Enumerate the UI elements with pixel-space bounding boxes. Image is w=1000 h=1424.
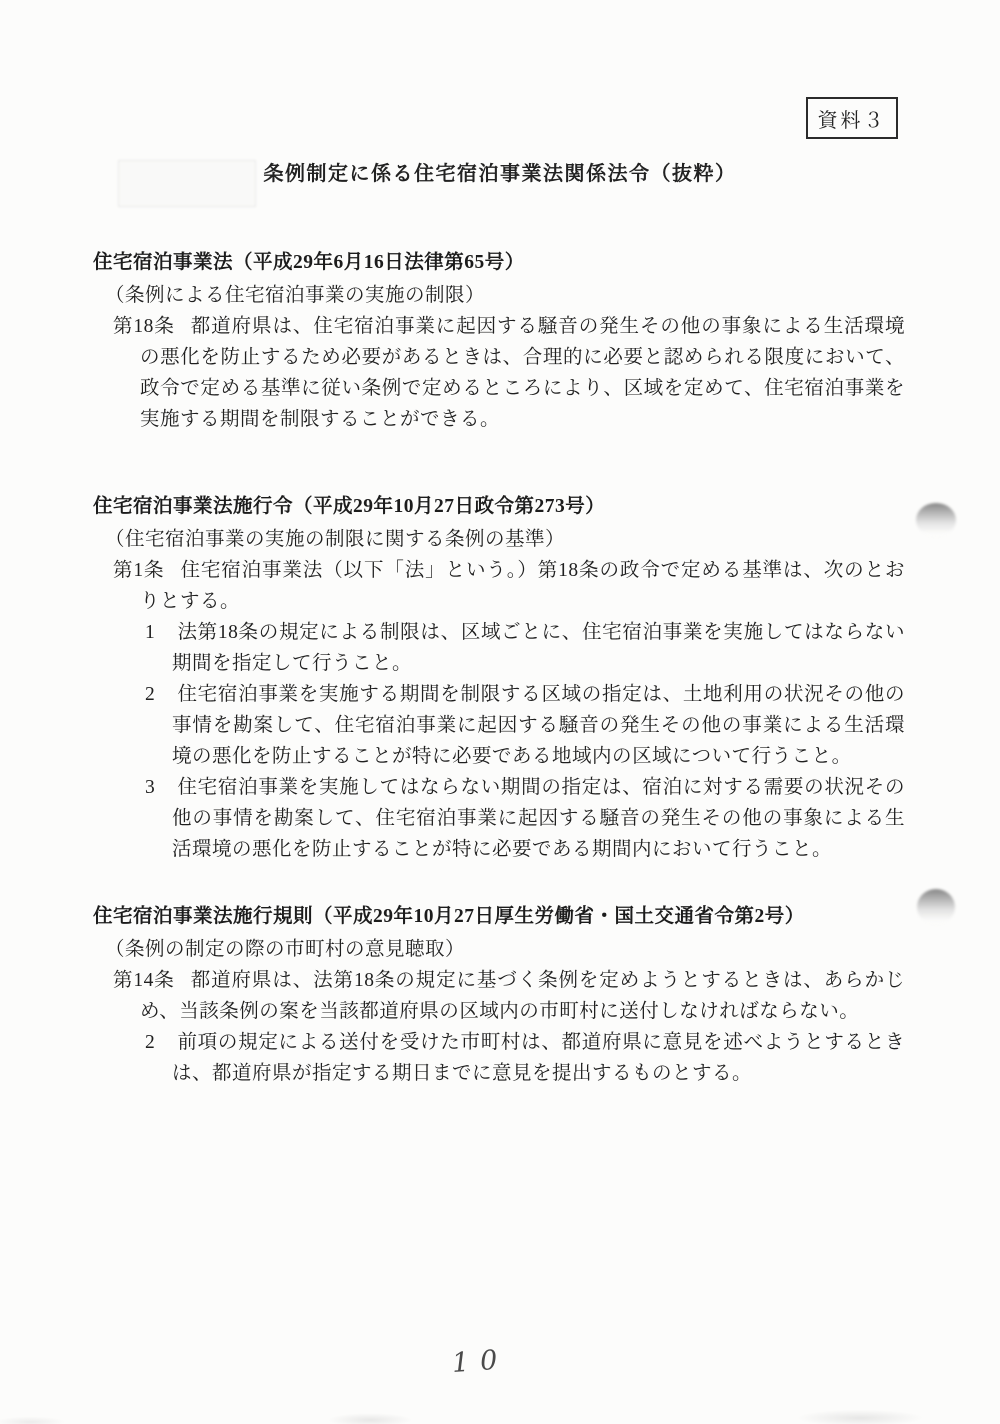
law-heading: 住宅宿泊事業法（平成29年6月16日法律第65号） (93, 252, 525, 273)
item-text: 住宅宿泊事業を実施してはならない期間の指定は、宿泊に対する需要の状況その他の事情を勘案して、住宅宿泊事業に起因する騒音の発生その他の事象による生活環境の悪化を防止することが特に必要である期間内において行うこと。 (172, 777, 905, 860)
punch-hole-shadow-top (916, 503, 956, 537)
law-subheading: （条例の制定の際の市町村の意見聴取） (105, 939, 466, 960)
document-reference-box (806, 97, 898, 139)
item-number: 1 (145, 622, 156, 643)
article-text: 都道府県は、法第18条の規定に基づく条例を定めようとするときは、あらかじめ、当該条例の案を当該都道府県の区域内の市町村に送付しなければならない。 (140, 970, 905, 1022)
law-heading: 住宅宿泊事業法施行規則（平成29年10月27日厚生労働省・国土交通省令第2号） (93, 906, 805, 927)
article-label: 第14条 (113, 970, 175, 991)
article-1 (93, 555, 905, 617)
item-text: 前項の規定による送付を受けた市町村は、都道府県に意見を述べようとするときは、都道府県が指定する期日までに意見を提出するものとする。 (172, 1032, 905, 1084)
document-reference-label: 資料３ (817, 109, 887, 132)
article-1-item-3 (93, 772, 905, 865)
article-label: 第1条 (113, 560, 165, 581)
article-text: 都道府県は、住宅宿泊事業に起因する騒音の発生その他の事象による生活環境の悪化を防止するため必要があるときは、合理的に必要と認められる限度において、政令で定める基準に従い条例で定めるところにより、区域を定めて、住宅宿泊事業を実施する期間を制限することができる。 (140, 316, 905, 430)
article-14 (93, 965, 905, 1027)
law-heading: 住宅宿泊事業法施行令（平成29年10月27日政令第273号） (93, 496, 606, 517)
article-label: 第18条 (113, 316, 175, 337)
item-number: 3 (145, 777, 156, 798)
section-juutaku-shukuhaku-jigyouhou (93, 247, 905, 435)
article-18 (93, 311, 905, 435)
article-1-item-1 (93, 617, 905, 679)
scan-smudge-band (0, 1402, 1000, 1424)
section-shikou-kisoku (93, 901, 905, 1089)
item-number: 2 (145, 684, 156, 705)
item-text: 住宅宿泊事業を実施する期間を制限する区域の指定は、土地利用の状況その他の事情を勘案して、住宅宿泊事業に起因する騒音の発生その他の事業による生活環境の悪化を防止することが特に必要である地域内の区域について行うこと。 (172, 684, 905, 767)
handwritten-page-number: 10 (450, 1344, 510, 1379)
item-text: 法第18条の規定による制限は、区域ごとに、住宅宿泊事業を実施してはならない期間を指定して行うこと。 (172, 622, 905, 674)
law-subheading: （条例による住宅宿泊事業の実施の制限） (105, 285, 486, 306)
article-text: 住宅宿泊事業法（以下「法」という。）第18条の政令で定める基準は、次のとおりとする。 (140, 560, 905, 612)
article-1-item-2 (93, 679, 905, 772)
punch-hole-shadow-bottom (917, 889, 955, 925)
item-number: 2 (145, 1032, 156, 1053)
section-shikourei (93, 491, 905, 865)
article-14-item-2 (93, 1027, 905, 1089)
law-subheading: （住宅宿泊事業の実施の制限に関する条例の基準） (105, 529, 566, 550)
page-title: 条例制定に係る住宅宿泊事業法関係法令（抜粋） (263, 163, 737, 185)
